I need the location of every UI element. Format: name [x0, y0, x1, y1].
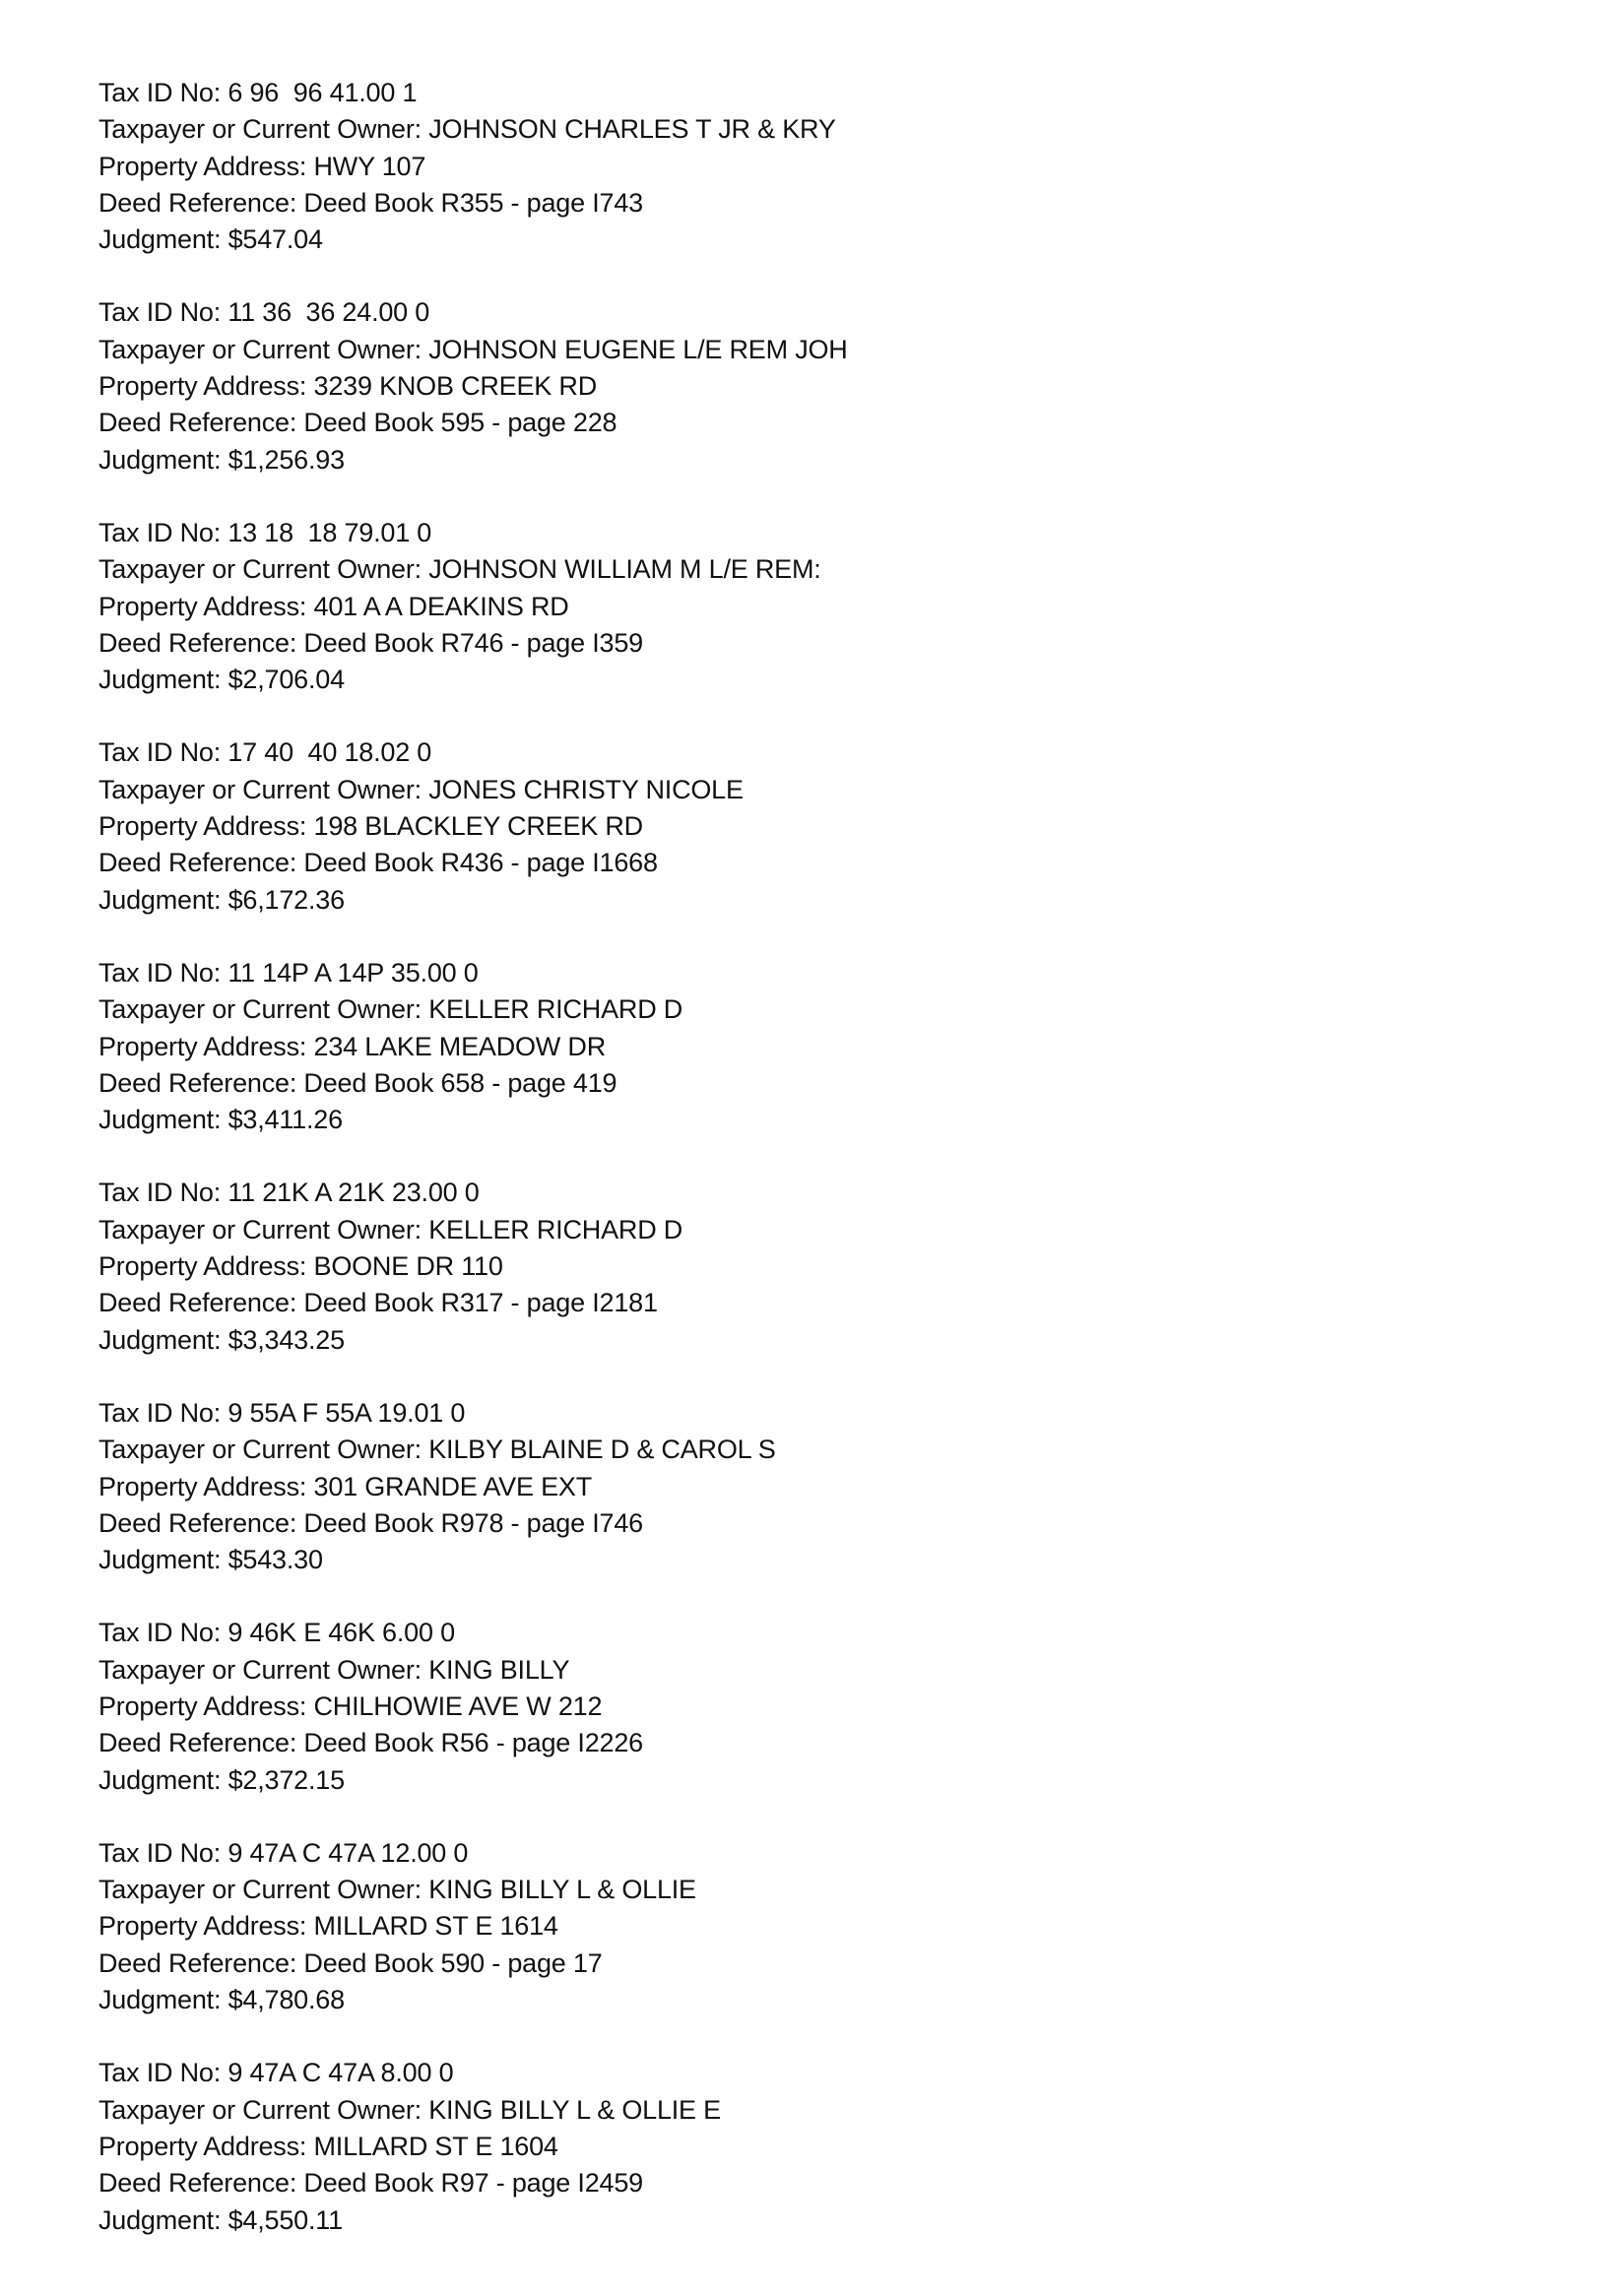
property-record — [98, 515, 1527, 698]
address-line: Property Address: CHILHOWIE AVE W 212 — [98, 1690, 603, 1721]
address-line: Property Address: HWY 107 — [98, 151, 426, 181]
owner-line: Taxpayer or Current Owner: KELLER RICHARD D — [98, 1214, 683, 1244]
property-record — [98, 1835, 1527, 2018]
property-record — [98, 294, 1527, 478]
deed-line: Deed Reference: Deed Book R978 - page I746 — [98, 1507, 643, 1538]
tax-id-line: Tax ID No: 9 46K E 46K 6.00 0 — [98, 1618, 455, 1648]
tax-id-line: Tax ID No: 9 47A C 47A 8.00 0 — [98, 2058, 454, 2088]
deed-line: Deed Reference: Deed Book 595 - page 228 — [98, 408, 617, 438]
tax-id-line: Tax ID No: 11 14P A 14P 35.00 0 — [98, 957, 479, 988]
tax-id-line: Tax ID No: 9 55A F 55A 19.01 0 — [98, 1397, 466, 1428]
property-record — [98, 734, 1527, 918]
judgment-line: Judgment: $1,256.93 — [98, 444, 345, 475]
owner-line: Taxpayer or Current Owner: JONES CHRISTY NICOLE — [98, 774, 744, 804]
deed-line: Deed Reference: Deed Book 590 - page 17 — [98, 1947, 603, 1978]
address-line: Property Address: 198 BLACKLEY CREEK RD — [98, 811, 643, 842]
property-record — [98, 75, 1527, 258]
owner-line: Taxpayer or Current Owner: JOHNSON EUGENE L/E REM JOH — [98, 334, 848, 364]
address-line: Property Address: BOONE DR 110 — [98, 1251, 503, 1282]
property-record — [98, 1175, 1527, 1358]
judgment-line: Judgment: $2,372.15 — [98, 1764, 345, 1795]
deed-line: Deed Reference: Deed Book R355 - page I743 — [98, 187, 643, 218]
tax-id-line: Tax ID No: 13 18 18 79.01 0 — [98, 517, 432, 547]
owner-line: Taxpayer or Current Owner: KELLER RICHARD D — [98, 994, 683, 1025]
judgment-line: Judgment: $2,706.04 — [98, 665, 345, 695]
deed-line: Deed Reference: Deed Book R56 - page I2226 — [98, 1728, 643, 1758]
tax-id-line: Tax ID No: 17 40 40 18.02 0 — [98, 737, 432, 768]
owner-line: Taxpayer or Current Owner: JOHNSON CHARLES T JR & KRY — [98, 114, 836, 145]
judgment-line: Judgment: $3,411.26 — [98, 1105, 343, 1135]
deed-line: Deed Reference: Deed Book 658 - page 419 — [98, 1067, 617, 1098]
deed-line: Deed Reference: Deed Book R746 - page I359 — [98, 627, 643, 658]
tax-id-line: Tax ID No: 6 96 96 41.00 1 — [98, 78, 418, 107]
deed-line: Deed Reference: Deed Book R317 - page I2181 — [98, 1288, 658, 1318]
address-line: Property Address: 401 A A DEAKINS RD — [98, 591, 569, 621]
owner-line: Taxpayer or Current Owner: KING BILLY L & OLLIE E — [98, 2094, 721, 2125]
tax-id-line: Tax ID No: 9 47A C 47A 12.00 0 — [98, 1837, 469, 1868]
judgment-line: Judgment: $6,172.36 — [98, 884, 345, 915]
address-line: Property Address: 3239 KNOB CREEK RD — [98, 371, 598, 402]
tax-id-line: Tax ID No: 11 21K A 21K 23.00 0 — [98, 1178, 480, 1208]
owner-line: Taxpayer or Current Owner: KILBY BLAINE D & CAROL S — [98, 1435, 776, 1465]
deed-line: Deed Reference: Deed Book R436 - page I1668 — [98, 848, 658, 878]
property-record — [98, 2055, 1527, 2238]
property-record — [98, 1395, 1527, 1578]
judgment-line: Judgment: $4,780.68 — [98, 1985, 345, 2015]
owner-line: Taxpayer or Current Owner: KING BILLY L & OLLIE — [98, 1875, 696, 1905]
address-line: Property Address: MILLARD ST E 1614 — [98, 1911, 558, 1942]
judgment-line: Judgment: $547.04 — [98, 224, 323, 255]
deed-line: Deed Reference: Deed Book R97 - page I2459 — [98, 2168, 643, 2199]
judgment-line: Judgment: $3,343.25 — [98, 1324, 345, 1355]
owner-line: Taxpayer or Current Owner: KING BILLY — [98, 1654, 570, 1685]
address-line: Property Address: MILLARD ST E 1604 — [98, 2131, 558, 2161]
address-line: Property Address: 301 GRANDE AVE EXT — [98, 1471, 593, 1501]
record-list — [98, 75, 1527, 2275]
address-line: Property Address: 234 LAKE MEADOW DR — [98, 1031, 606, 1061]
tax-id-line: Tax ID No: 11 36 36 24.00 0 — [98, 297, 430, 328]
property-record — [98, 1615, 1527, 1798]
judgment-line: Judgment: $543.30 — [98, 1545, 323, 1575]
property-record — [98, 955, 1527, 1138]
owner-line: Taxpayer or Current Owner: JOHNSON WILLIAM M L/E REM: — [98, 554, 821, 585]
judgment-line: Judgment: $4,550.11 — [98, 2204, 343, 2235]
